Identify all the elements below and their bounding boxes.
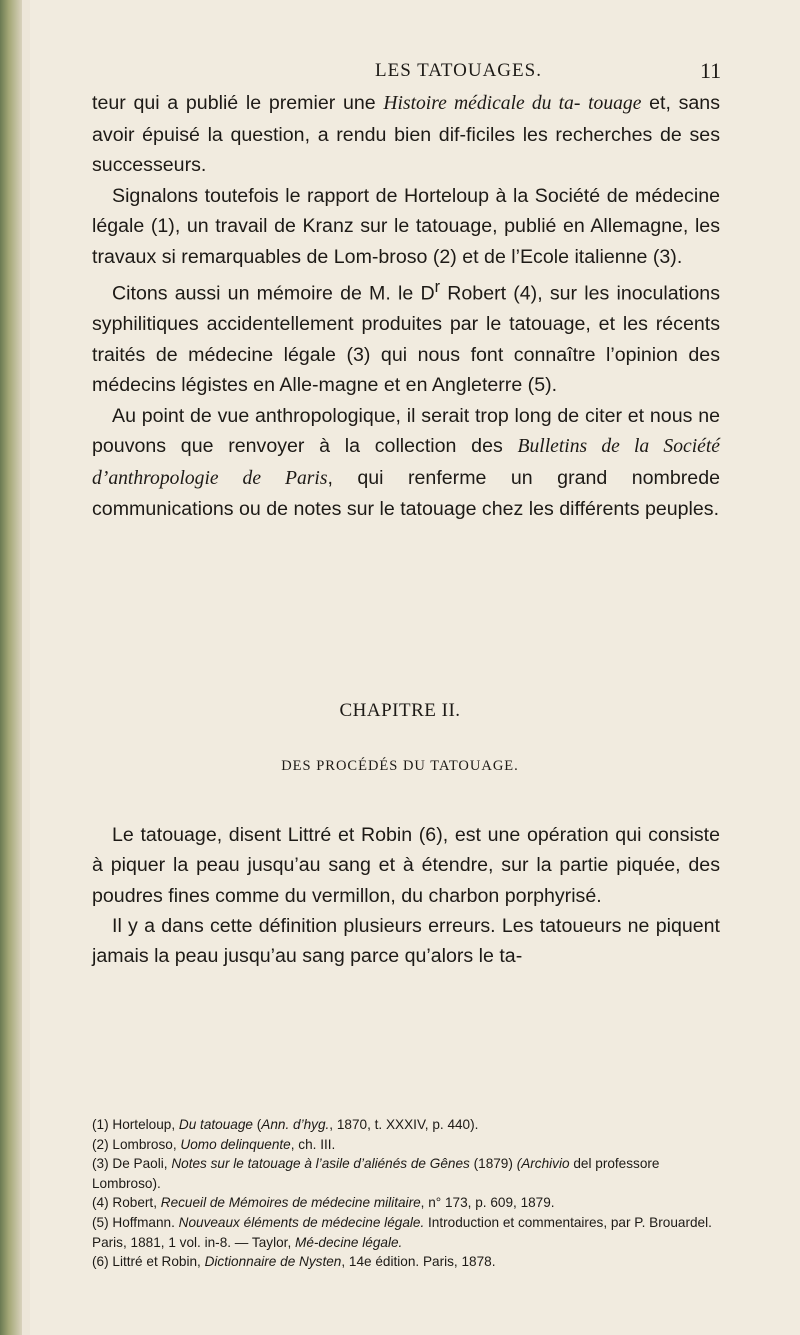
paragraph-3 bbox=[92, 272, 720, 401]
fn-text: ( bbox=[252, 1117, 262, 1132]
body-text-top bbox=[92, 88, 720, 525]
fn-italic: Nouveaux éléments de médecine légale. bbox=[178, 1214, 425, 1230]
paragraph-6: Il y a dans cette définition plusieurs erreurs. Les tatoueurs ne piquent jamais la peau jusqu’au sang parce qu’alors le ta- bbox=[92, 914, 720, 968]
fn-italic: Du tatouage bbox=[178, 1117, 253, 1132]
footnote-2 bbox=[92, 1135, 720, 1155]
footnote-1 bbox=[92, 1115, 720, 1135]
fn-text: (1879) bbox=[469, 1156, 513, 1172]
text-run: , qui renferme un grand nombrede communications ou de notes sur le tatouage chez les différents peuples. bbox=[92, 466, 720, 521]
footnote-4 bbox=[92, 1193, 720, 1213]
fn-text: , 14e édition. Paris, 1878. bbox=[341, 1254, 496, 1270]
footnotes bbox=[92, 1115, 720, 1272]
fn-italic: Recueil de Mémoires de médecine militaire bbox=[160, 1195, 421, 1211]
text-run: Citons aussi un mémoire de M. le D bbox=[112, 282, 435, 305]
fn-italic: (Archivio bbox=[516, 1156, 570, 1172]
fn-text: , 1870, t. XXXIV, p. 440). bbox=[329, 1117, 479, 1132]
paragraph-5: Le tatouage, disent Littré et Robin (6), est une opération qui consiste à piquer la peau jusqu’au sang et à étendre, sur la partie piquée, des poudres fines comme du vermillon, du charbon porphyrisé. bbox=[92, 824, 720, 907]
fn-italic: Ann. d’hyg. bbox=[261, 1117, 330, 1132]
chapter-subtitle: DES PROCÉDÉS DU TATOUAGE. bbox=[281, 758, 519, 774]
fn-italic: Mé-decine légale. bbox=[295, 1234, 403, 1250]
footnote-5 bbox=[92, 1213, 720, 1252]
italic-title: Histoire médicale du ta- bbox=[383, 93, 581, 114]
fn-text: (3) De Paoli, bbox=[92, 1156, 172, 1172]
body-text-bottom bbox=[92, 820, 720, 971]
fn-text: , n° 173, p. 609, 1879. bbox=[420, 1195, 555, 1211]
fn-text: (5) Hoffmann. bbox=[92, 1214, 179, 1230]
superscript: r bbox=[434, 278, 441, 296]
chapter-title: CHAPITRE II. bbox=[339, 700, 461, 721]
fn-text: (1) Horteloup, bbox=[92, 1117, 179, 1132]
footnote-6 bbox=[92, 1252, 720, 1272]
paragraph-2: Signalons toutefois le rapport de Horteloup à la Société de médecine légale (1), un travail de Kranz sur le tatouage, publié en Allemagne, les travaux si remarquables de Lom-broso (2) et de l’Ecole italienne (3). bbox=[92, 184, 720, 268]
running-title: LES TATOUAGES. bbox=[375, 60, 542, 81]
fn-text: (6) Littré et Robin, bbox=[92, 1254, 205, 1270]
paragraph-1 bbox=[92, 88, 720, 181]
fn-text: , ch. III. bbox=[290, 1136, 336, 1152]
fn-text: Introduction et commentaires, par P. Brouardel. Paris, 1881, 1 vol. in-8. — Taylor, bbox=[92, 1214, 712, 1250]
paragraph-4 bbox=[92, 401, 720, 525]
fn-text: (4) Robert, bbox=[92, 1195, 161, 1211]
fn-text: del professore Lombroso). bbox=[92, 1156, 660, 1191]
text-run: teur qui a publié le premier une bbox=[92, 92, 384, 114]
fn-italic: Notes sur le tatouage à l’asile d’aliénés de Gênes bbox=[171, 1156, 470, 1172]
fn-italic: Uomo delinquente bbox=[180, 1136, 291, 1152]
text-run: Robert (4), sur les inoculations syphilitiques accidentellement produites par le tatouage, et les récents traités de médecine légale (3) qui nous font connaître l’opinion des médecins légistes en Alle-magne et en Angleterre (5). bbox=[92, 282, 720, 397]
text-run: et, sans avoir épuisé la question, a rendu bien dif-ficiles les recherches de ses successeurs. bbox=[92, 92, 720, 176]
footnote-3 bbox=[92, 1154, 720, 1193]
fn-italic: Dictionnaire de Nysten bbox=[204, 1254, 342, 1270]
italic-title: Bulletins de la Société d’anthropologie de Paris bbox=[92, 436, 720, 489]
book-spine-edge bbox=[0, 0, 22, 1335]
italic-title: touage bbox=[588, 93, 642, 114]
page-number: 11 bbox=[700, 58, 722, 83]
text-run: Au point de vue anthropologique, il serait trop long de citer et nous ne pouvons que renvoyer à la collection des bbox=[92, 404, 720, 458]
fn-text: (2) Lombroso, bbox=[92, 1136, 181, 1152]
